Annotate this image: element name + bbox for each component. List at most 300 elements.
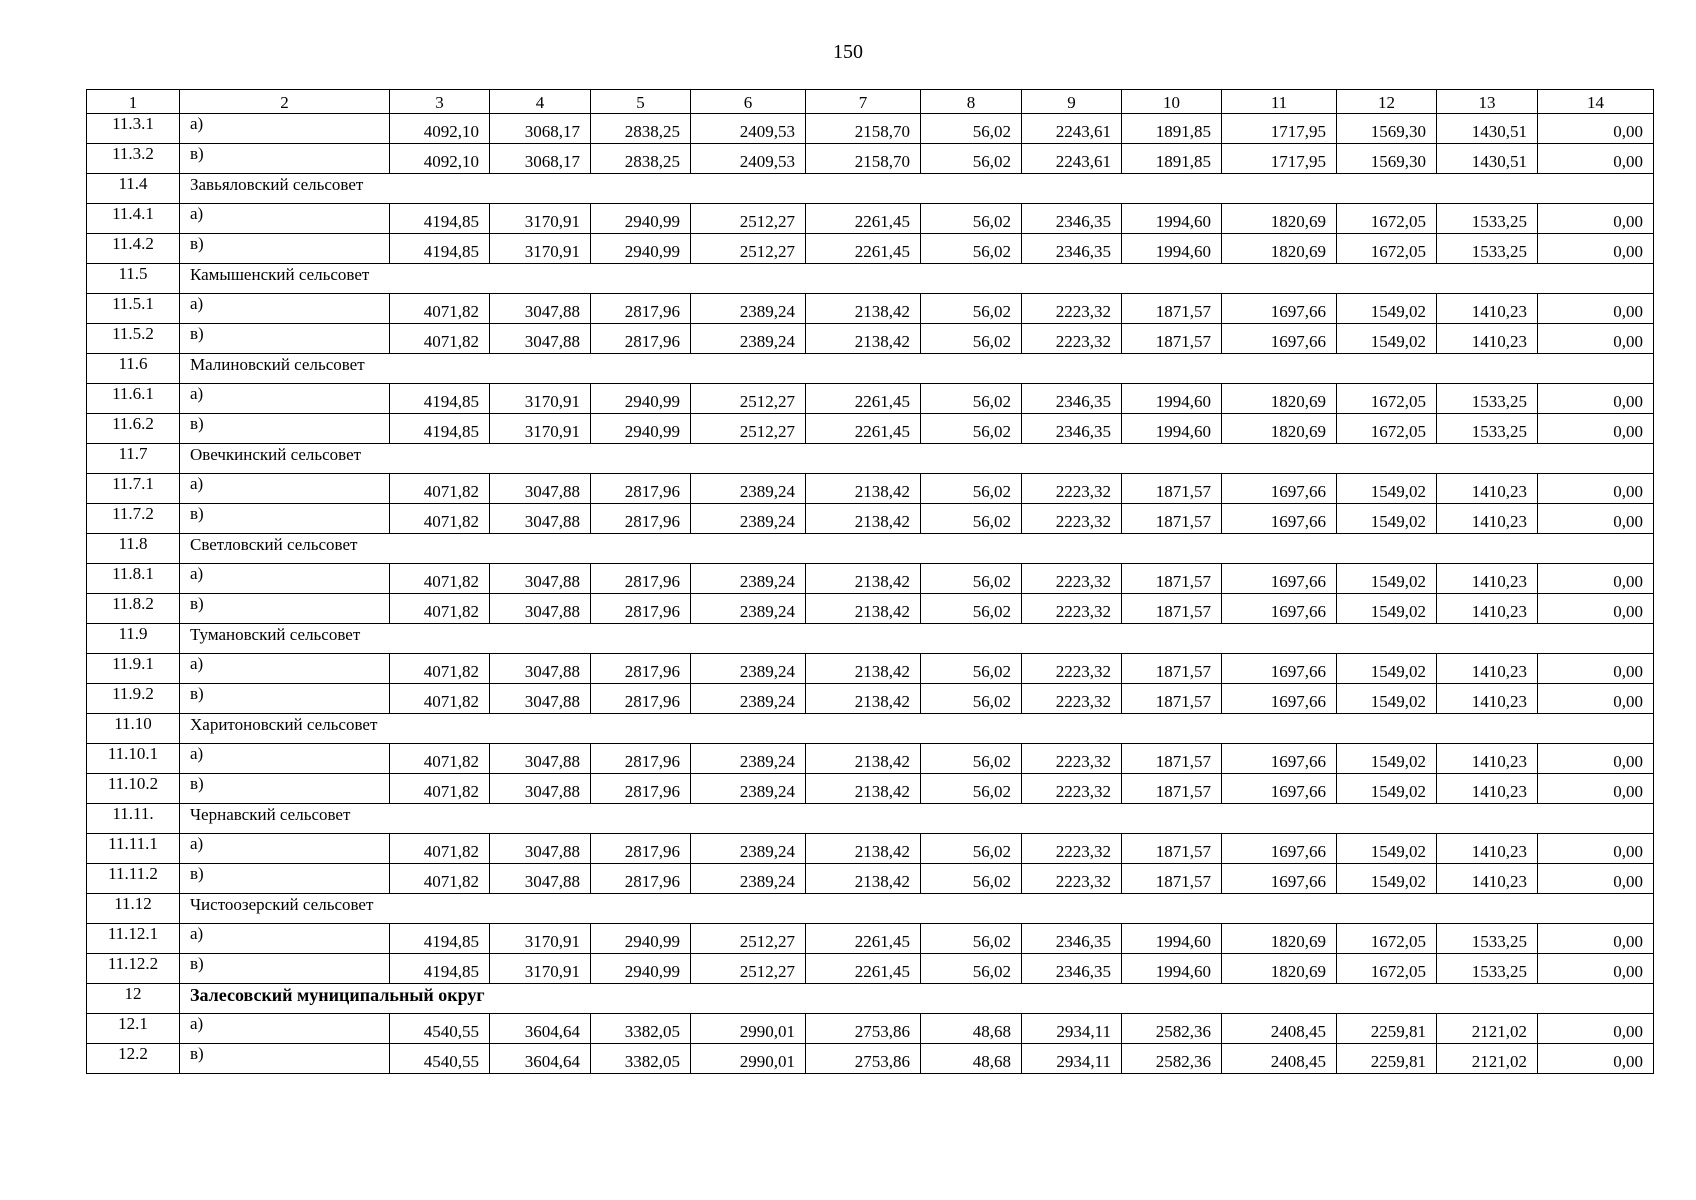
row-code: 11.4.1: [87, 204, 180, 234]
value-cell: 1871,57: [1122, 744, 1222, 774]
value-cell: 2261,45: [806, 384, 921, 414]
value-cell: 4194,85: [390, 414, 490, 444]
row-code: 11.11.: [87, 804, 180, 834]
value-cell: 2512,27: [691, 234, 806, 264]
row-label: а): [180, 744, 390, 774]
value-cell: 48,68: [921, 1044, 1022, 1074]
value-cell: 1697,66: [1222, 774, 1337, 804]
value-cell: 1430,51: [1437, 144, 1538, 174]
row-code: 11.6: [87, 354, 180, 384]
row-code: 11.9.2: [87, 684, 180, 714]
value-cell: 0,00: [1538, 684, 1654, 714]
value-cell: 1994,60: [1122, 384, 1222, 414]
value-cell: 2934,11: [1022, 1044, 1122, 1074]
value-cell: 1549,02: [1337, 684, 1437, 714]
value-cell: 1820,69: [1222, 414, 1337, 444]
column-header: 10: [1122, 90, 1222, 114]
value-cell: 2223,32: [1022, 564, 1122, 594]
value-cell: 2817,96: [591, 504, 691, 534]
table-row: [87, 684, 1654, 714]
value-cell: 1672,05: [1337, 384, 1437, 414]
value-cell: 1717,95: [1222, 114, 1337, 144]
value-cell: 56,02: [921, 204, 1022, 234]
row-label: а): [180, 564, 390, 594]
value-cell: 1697,66: [1222, 654, 1337, 684]
group-name: Малиновский сельсовет: [180, 354, 1654, 384]
value-cell: 1549,02: [1337, 294, 1437, 324]
value-cell: 1410,23: [1437, 594, 1538, 624]
value-cell: 1549,02: [1337, 504, 1437, 534]
table-row: [87, 864, 1654, 894]
value-cell: 0,00: [1538, 654, 1654, 684]
value-cell: 2261,45: [806, 414, 921, 444]
value-cell: 56,02: [921, 294, 1022, 324]
value-cell: 2389,24: [691, 684, 806, 714]
value-cell: 3604,64: [490, 1044, 591, 1074]
value-cell: 4194,85: [390, 384, 490, 414]
value-cell: 1533,25: [1437, 234, 1538, 264]
value-cell: 1820,69: [1222, 234, 1337, 264]
group-name: Светловский сельсовет: [180, 534, 1654, 564]
value-cell: 2389,24: [691, 774, 806, 804]
value-cell: 1994,60: [1122, 414, 1222, 444]
value-cell: 1549,02: [1337, 564, 1437, 594]
row-label: а): [180, 294, 390, 324]
value-cell: 3170,91: [490, 954, 591, 984]
value-cell: 3170,91: [490, 924, 591, 954]
row-label: в): [180, 684, 390, 714]
value-cell: 1994,60: [1122, 204, 1222, 234]
value-cell: 2817,96: [591, 864, 691, 894]
value-cell: 1569,30: [1337, 114, 1437, 144]
value-cell: 2223,32: [1022, 684, 1122, 714]
value-cell: 2223,32: [1022, 294, 1122, 324]
row-label: в): [180, 864, 390, 894]
value-cell: 2940,99: [591, 204, 691, 234]
value-cell: 2223,32: [1022, 324, 1122, 354]
value-cell: 0,00: [1538, 474, 1654, 504]
value-cell: 1410,23: [1437, 654, 1538, 684]
row-label: а): [180, 474, 390, 504]
row-code: 12: [87, 984, 180, 1014]
value-cell: 1410,23: [1437, 564, 1538, 594]
value-cell: 0,00: [1538, 414, 1654, 444]
row-code: 12.1: [87, 1014, 180, 1044]
row-code: 11.5.2: [87, 324, 180, 354]
value-cell: 2753,86: [806, 1014, 921, 1044]
row-label: в): [180, 414, 390, 444]
value-cell: 3047,88: [490, 744, 591, 774]
value-cell: 2940,99: [591, 954, 691, 984]
tariff-table: [86, 89, 1654, 1074]
group-row: [87, 894, 1654, 924]
value-cell: 1410,23: [1437, 744, 1538, 774]
value-cell: 4194,85: [390, 924, 490, 954]
value-cell: 3382,05: [591, 1044, 691, 1074]
value-cell: 1549,02: [1337, 744, 1437, 774]
row-label: а): [180, 654, 390, 684]
value-cell: 1533,25: [1437, 924, 1538, 954]
table-row: [87, 384, 1654, 414]
value-cell: 3047,88: [490, 774, 591, 804]
value-cell: 1533,25: [1437, 204, 1538, 234]
value-cell: 1410,23: [1437, 834, 1538, 864]
row-label: в): [180, 324, 390, 354]
value-cell: 2138,42: [806, 594, 921, 624]
value-cell: 56,02: [921, 504, 1022, 534]
value-cell: 1697,66: [1222, 474, 1337, 504]
value-cell: 0,00: [1538, 1044, 1654, 1074]
row-code: 11.7: [87, 444, 180, 474]
value-cell: 1533,25: [1437, 954, 1538, 984]
value-cell: 0,00: [1538, 324, 1654, 354]
value-cell: 4194,85: [390, 954, 490, 984]
row-code: 11.6.1: [87, 384, 180, 414]
value-cell: 1697,66: [1222, 324, 1337, 354]
value-cell: 0,00: [1538, 504, 1654, 534]
value-cell: 1549,02: [1337, 594, 1437, 624]
value-cell: 2223,32: [1022, 744, 1122, 774]
group-row: [87, 444, 1654, 474]
table-row: [87, 564, 1654, 594]
value-cell: 1549,02: [1337, 864, 1437, 894]
table-row: [87, 144, 1654, 174]
value-cell: 1697,66: [1222, 744, 1337, 774]
row-code: 11.4: [87, 174, 180, 204]
value-cell: 1820,69: [1222, 924, 1337, 954]
value-cell: 1871,57: [1122, 294, 1222, 324]
value-cell: 48,68: [921, 1014, 1022, 1044]
value-cell: 2138,42: [806, 294, 921, 324]
value-cell: 1410,23: [1437, 504, 1538, 534]
value-cell: 56,02: [921, 834, 1022, 864]
value-cell: 3047,88: [490, 594, 591, 624]
value-cell: 2990,01: [691, 1014, 806, 1044]
value-cell: 4071,82: [390, 834, 490, 864]
row-code: 11.12: [87, 894, 180, 924]
value-cell: 2158,70: [806, 114, 921, 144]
value-cell: 2512,27: [691, 954, 806, 984]
value-cell: 56,02: [921, 594, 1022, 624]
value-cell: 0,00: [1538, 234, 1654, 264]
value-cell: 2223,32: [1022, 504, 1122, 534]
value-cell: 1533,25: [1437, 414, 1538, 444]
value-cell: 4194,85: [390, 234, 490, 264]
row-label: в): [180, 1044, 390, 1074]
value-cell: 2261,45: [806, 204, 921, 234]
column-header: 5: [591, 90, 691, 114]
row-code: 11.8.2: [87, 594, 180, 624]
row-code: 11.3.2: [87, 144, 180, 174]
value-cell: 4071,82: [390, 774, 490, 804]
value-cell: 0,00: [1538, 204, 1654, 234]
row-code: 11.11.1: [87, 834, 180, 864]
value-cell: 1994,60: [1122, 954, 1222, 984]
value-cell: 1410,23: [1437, 294, 1538, 324]
table-row: [87, 294, 1654, 324]
value-cell: 3068,17: [490, 144, 591, 174]
value-cell: 2817,96: [591, 654, 691, 684]
row-code: 11.7.1: [87, 474, 180, 504]
value-cell: 56,02: [921, 864, 1022, 894]
value-cell: 56,02: [921, 654, 1022, 684]
value-cell: 2940,99: [591, 384, 691, 414]
value-cell: 1410,23: [1437, 684, 1538, 714]
value-cell: 56,02: [921, 774, 1022, 804]
value-cell: 1672,05: [1337, 234, 1437, 264]
value-cell: 2138,42: [806, 834, 921, 864]
value-cell: 2512,27: [691, 414, 806, 444]
value-cell: 3604,64: [490, 1014, 591, 1044]
value-cell: 4071,82: [390, 324, 490, 354]
value-cell: 0,00: [1538, 774, 1654, 804]
row-code: 11.8.1: [87, 564, 180, 594]
table-row: [87, 774, 1654, 804]
value-cell: 2138,42: [806, 654, 921, 684]
table-row: [87, 414, 1654, 444]
row-code: 11.9: [87, 624, 180, 654]
row-code: 11.12.2: [87, 954, 180, 984]
row-label: в): [180, 594, 390, 624]
value-cell: 1871,57: [1122, 474, 1222, 504]
value-cell: 0,00: [1538, 864, 1654, 894]
value-cell: 1549,02: [1337, 834, 1437, 864]
value-cell: 1891,85: [1122, 114, 1222, 144]
value-cell: 1697,66: [1222, 294, 1337, 324]
value-cell: 3047,88: [490, 474, 591, 504]
value-cell: 1994,60: [1122, 234, 1222, 264]
column-header: 13: [1437, 90, 1538, 114]
value-cell: 2389,24: [691, 834, 806, 864]
column-header: 3: [390, 90, 490, 114]
value-cell: 1549,02: [1337, 654, 1437, 684]
table-row: [87, 954, 1654, 984]
column-header: 6: [691, 90, 806, 114]
value-cell: 2346,35: [1022, 204, 1122, 234]
table-row: [87, 234, 1654, 264]
value-cell: 1697,66: [1222, 864, 1337, 894]
row-label: а): [180, 924, 390, 954]
value-cell: 3170,91: [490, 234, 591, 264]
value-cell: 2817,96: [591, 294, 691, 324]
value-cell: 2408,45: [1222, 1044, 1337, 1074]
value-cell: 2934,11: [1022, 1014, 1122, 1044]
value-cell: 3382,05: [591, 1014, 691, 1044]
value-cell: 3068,17: [490, 114, 591, 144]
value-cell: 1430,51: [1437, 114, 1538, 144]
row-code: 11.4.2: [87, 234, 180, 264]
value-cell: 2817,96: [591, 474, 691, 504]
value-cell: 2138,42: [806, 744, 921, 774]
value-cell: 0,00: [1538, 564, 1654, 594]
row-code: 11.3.1: [87, 114, 180, 144]
group-name: Камышенский сельсовет: [180, 264, 1654, 294]
column-header-row: [87, 90, 1654, 114]
value-cell: 4540,55: [390, 1014, 490, 1044]
value-cell: 3047,88: [490, 684, 591, 714]
table-row: [87, 324, 1654, 354]
value-cell: 4194,85: [390, 204, 490, 234]
value-cell: 2389,24: [691, 744, 806, 774]
value-cell: 3170,91: [490, 204, 591, 234]
column-header: 9: [1022, 90, 1122, 114]
value-cell: 2261,45: [806, 234, 921, 264]
value-cell: 1549,02: [1337, 774, 1437, 804]
value-cell: 0,00: [1538, 594, 1654, 624]
column-header: 11: [1222, 90, 1337, 114]
value-cell: 0,00: [1538, 114, 1654, 144]
value-cell: 2346,35: [1022, 924, 1122, 954]
table-row: [87, 1014, 1654, 1044]
value-cell: 2389,24: [691, 294, 806, 324]
value-cell: 2409,53: [691, 114, 806, 144]
value-cell: 1672,05: [1337, 954, 1437, 984]
value-cell: 2138,42: [806, 564, 921, 594]
row-label: а): [180, 1014, 390, 1044]
value-cell: 1410,23: [1437, 324, 1538, 354]
value-cell: 2582,36: [1122, 1044, 1222, 1074]
value-cell: 1697,66: [1222, 594, 1337, 624]
value-cell: 2817,96: [591, 564, 691, 594]
table-row: [87, 114, 1654, 144]
value-cell: 2817,96: [591, 684, 691, 714]
value-cell: 0,00: [1538, 294, 1654, 324]
value-cell: 1820,69: [1222, 384, 1337, 414]
row-label: в): [180, 954, 390, 984]
table-row: [87, 924, 1654, 954]
value-cell: 3047,88: [490, 504, 591, 534]
row-code: 11.8: [87, 534, 180, 564]
value-cell: 2138,42: [806, 324, 921, 354]
value-cell: 1871,57: [1122, 774, 1222, 804]
value-cell: 3047,88: [490, 294, 591, 324]
row-label: в): [180, 504, 390, 534]
value-cell: 2261,45: [806, 954, 921, 984]
value-cell: 56,02: [921, 924, 1022, 954]
row-code: 11.5: [87, 264, 180, 294]
value-cell: 56,02: [921, 324, 1022, 354]
value-cell: 1549,02: [1337, 324, 1437, 354]
value-cell: 2389,24: [691, 594, 806, 624]
value-cell: 1569,30: [1337, 144, 1437, 174]
value-cell: 2817,96: [591, 834, 691, 864]
value-cell: 3170,91: [490, 384, 591, 414]
value-cell: 2346,35: [1022, 954, 1122, 984]
value-cell: 2389,24: [691, 474, 806, 504]
value-cell: 2223,32: [1022, 654, 1122, 684]
value-cell: 2243,61: [1022, 114, 1122, 144]
value-cell: 0,00: [1538, 924, 1654, 954]
page-number: 150: [833, 41, 863, 63]
row-code: 11.10.2: [87, 774, 180, 804]
table-row: [87, 204, 1654, 234]
column-header: 7: [806, 90, 921, 114]
row-code: 11.10: [87, 714, 180, 744]
value-cell: 2940,99: [591, 924, 691, 954]
row-label: а): [180, 204, 390, 234]
value-cell: 4071,82: [390, 684, 490, 714]
table-row: [87, 744, 1654, 774]
value-cell: 2389,24: [691, 324, 806, 354]
value-cell: 2223,32: [1022, 594, 1122, 624]
group-row: [87, 354, 1654, 384]
value-cell: 1994,60: [1122, 924, 1222, 954]
row-code: 11.11.2: [87, 864, 180, 894]
table-row: [87, 834, 1654, 864]
value-cell: 2223,32: [1022, 834, 1122, 864]
group-row: [87, 264, 1654, 294]
value-cell: 2940,99: [591, 414, 691, 444]
value-cell: 2223,32: [1022, 864, 1122, 894]
value-cell: 0,00: [1538, 1014, 1654, 1044]
table-row: [87, 594, 1654, 624]
value-cell: 1820,69: [1222, 204, 1337, 234]
table-row: [87, 654, 1654, 684]
column-header: 14: [1538, 90, 1654, 114]
value-cell: 2817,96: [591, 324, 691, 354]
column-header: 8: [921, 90, 1022, 114]
value-cell: 4540,55: [390, 1044, 490, 1074]
value-cell: 56,02: [921, 564, 1022, 594]
value-cell: 2990,01: [691, 1044, 806, 1074]
row-code: 12.2: [87, 1044, 180, 1074]
value-cell: 1549,02: [1337, 474, 1437, 504]
value-cell: 2243,61: [1022, 144, 1122, 174]
value-cell: 56,02: [921, 234, 1022, 264]
value-cell: 2259,81: [1337, 1014, 1437, 1044]
value-cell: 2259,81: [1337, 1044, 1437, 1074]
value-cell: 4071,82: [390, 864, 490, 894]
row-code: 11.9.1: [87, 654, 180, 684]
value-cell: 56,02: [921, 144, 1022, 174]
group-name: Тумановский сельсовет: [180, 624, 1654, 654]
value-cell: 2838,25: [591, 114, 691, 144]
value-cell: 3047,88: [490, 654, 591, 684]
row-label: в): [180, 234, 390, 264]
row-code: 11.5.1: [87, 294, 180, 324]
group-row: [87, 804, 1654, 834]
value-cell: 2940,99: [591, 234, 691, 264]
value-cell: 2223,32: [1022, 474, 1122, 504]
value-cell: 0,00: [1538, 744, 1654, 774]
value-cell: 3047,88: [490, 834, 591, 864]
group-name: Овечкинский сельсовет: [180, 444, 1654, 474]
value-cell: 2389,24: [691, 504, 806, 534]
value-cell: 2138,42: [806, 474, 921, 504]
row-code: 11.12.1: [87, 924, 180, 954]
value-cell: 0,00: [1538, 954, 1654, 984]
value-cell: 4092,10: [390, 144, 490, 174]
value-cell: 2582,36: [1122, 1014, 1222, 1044]
value-cell: 0,00: [1538, 384, 1654, 414]
table-body: [87, 90, 1654, 1074]
value-cell: 2408,45: [1222, 1014, 1337, 1044]
value-cell: 2121,02: [1437, 1044, 1538, 1074]
value-cell: 3170,91: [490, 414, 591, 444]
value-cell: 1410,23: [1437, 774, 1538, 804]
value-cell: 2138,42: [806, 504, 921, 534]
value-cell: 2838,25: [591, 144, 691, 174]
table-row: [87, 474, 1654, 504]
value-cell: 2223,32: [1022, 774, 1122, 804]
value-cell: 1871,57: [1122, 324, 1222, 354]
value-cell: 2138,42: [806, 864, 921, 894]
value-cell: 1672,05: [1337, 414, 1437, 444]
value-cell: 1820,69: [1222, 954, 1337, 984]
value-cell: 1871,57: [1122, 834, 1222, 864]
table-row: [87, 1044, 1654, 1074]
value-cell: 2512,27: [691, 924, 806, 954]
